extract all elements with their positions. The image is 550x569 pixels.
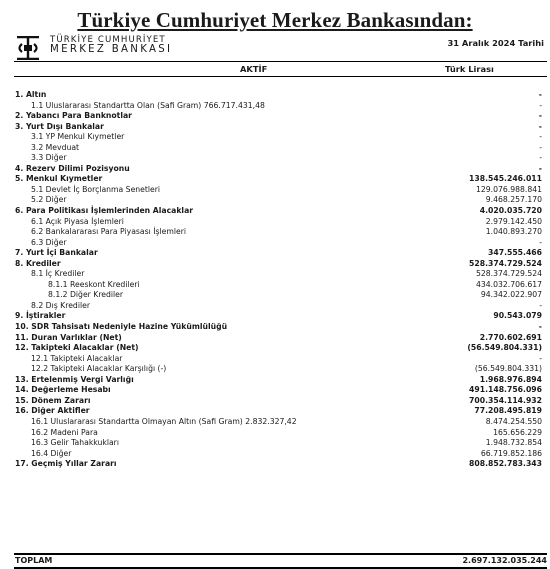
row-label: 17. Geçmiş Yıllar Zararı	[15, 459, 117, 469]
bank-name	[50, 35, 172, 55]
bank-name-line1: TÜRKİYE CUMHURİYET	[50, 35, 166, 45]
row-value: 700.354.114.932	[469, 395, 542, 405]
column-header-currency: Türk Lirası	[445, 64, 494, 74]
row-label: 1. Altın	[15, 90, 47, 99]
table-row	[0, 385, 550, 396]
table-row	[0, 217, 550, 228]
row-value: 808.852.783.343	[469, 459, 542, 469]
row-value: -	[539, 132, 542, 142]
row-label: 16. Diğer Aktifler	[15, 406, 90, 416]
table-row	[0, 449, 550, 460]
table-row	[0, 375, 550, 386]
row-value: 528.374.729.524	[469, 258, 542, 268]
table-row	[0, 428, 550, 439]
row-value: 491.148.756.096	[469, 385, 542, 395]
row-value: 138.545.246.011	[469, 174, 542, 184]
table-row	[0, 101, 550, 112]
table-row	[0, 343, 550, 354]
row-value: 77.208.495.819	[474, 406, 542, 416]
row-label: 8.1 İç Krediler	[31, 269, 85, 279]
row-value: 94.342.022.907	[480, 290, 542, 300]
row-label: 15. Dönem Zararı	[15, 395, 91, 405]
row-value: 129.076.988.841	[475, 184, 542, 194]
row-value: -	[539, 100, 542, 110]
row-value: -	[538, 322, 542, 332]
row-label: 14. Değerleme Hesabı	[15, 385, 111, 395]
report-date: 31 Aralık 2024 Tarihi	[447, 38, 544, 48]
table-row	[0, 143, 550, 154]
row-label: 6.2 Bankalararası Para Piyasası İşlemleri	[31, 227, 186, 237]
row-label: 5.1 Devlet İç Borçlanma Senetleri	[31, 184, 161, 194]
row-label: 8.1.1 Reeskont Kredileri	[48, 279, 140, 289]
row-label: 13. Ertelenmiş Vergi Varlığı	[15, 374, 134, 384]
row-value: -	[538, 90, 542, 99]
total-row	[14, 553, 547, 569]
row-value: -	[538, 121, 542, 131]
table-row	[0, 238, 550, 249]
table-row	[0, 206, 550, 217]
row-label: 7. Yurt İçi Bankalar	[15, 248, 98, 258]
table-row	[0, 301, 550, 312]
row-value: -	[539, 300, 542, 310]
row-value: 347.555.466	[488, 248, 542, 258]
row-value: 2.979.142.450	[485, 216, 542, 226]
row-label: 6.1 Açık Piyasa İşlemleri	[31, 216, 124, 226]
row-label: 2. Yabancı Para Banknotlar	[15, 111, 132, 121]
header-rule-bottom	[14, 76, 547, 77]
row-label: 1.1 Uluslararası Standartta Olan (Safi Gram) 766.717.431,48	[31, 100, 265, 110]
table-row	[0, 227, 550, 238]
header-rule-top	[14, 61, 547, 62]
row-value: (56.549.804.331)	[474, 364, 542, 374]
row-value: 2.770.602.691	[479, 332, 542, 342]
row-label: 5.2 Diğer	[31, 195, 67, 205]
table-row	[0, 406, 550, 417]
row-label: 3. Yurt Dışı Bankalar	[15, 121, 104, 131]
row-value: (56.549.804.331)	[467, 343, 542, 353]
row-value: 165.656.229	[493, 427, 542, 437]
total-value: 2.697.132.035.244	[462, 556, 547, 565]
row-label: 8. Krediler	[15, 258, 61, 268]
table-row	[0, 311, 550, 322]
row-value: 1.040.893.270	[485, 227, 542, 237]
row-value: -	[539, 353, 542, 363]
table-row	[0, 259, 550, 270]
row-value: -	[538, 163, 542, 173]
row-value: 9.468.257.170	[485, 195, 542, 205]
table-row	[0, 90, 550, 101]
row-label: 8.1.2 Diğer Krediler	[48, 290, 124, 300]
row-label: 12. Takipteki Alacaklar (Net)	[15, 343, 139, 353]
row-label: 10. SDR Tahsisatı Nedeniyle Hazine Yükümlülüğü	[15, 322, 228, 332]
row-value: 1.948.732.854	[485, 438, 542, 448]
table-row	[0, 333, 550, 344]
table-row	[0, 280, 550, 291]
table-row	[0, 111, 550, 122]
bank-name-line2: MERKEZ BANKASI	[50, 44, 173, 55]
table-row	[0, 459, 550, 470]
row-label: 3.3 Diğer	[31, 153, 67, 163]
row-label: 16.3 Gelir Tahakkukları	[31, 438, 119, 448]
table-row	[0, 417, 550, 428]
balance-sheet-rows	[0, 90, 550, 470]
row-value: 528.374.729.524	[475, 269, 542, 279]
row-label: 16.2 Madeni Para	[31, 427, 98, 437]
table-row	[0, 174, 550, 185]
table-row	[0, 132, 550, 143]
row-label: 3.1 YP Menkul Kıymetler	[31, 132, 125, 142]
row-label: 12.1 Takipteki Alacaklar	[31, 353, 123, 363]
table-row	[0, 122, 550, 133]
row-label: 12.2 Takipteki Alacaklar Karşılığı (-)	[31, 364, 167, 374]
table-row	[0, 290, 550, 301]
row-label: 9. İştirakler	[15, 311, 66, 321]
table-row	[0, 248, 550, 259]
column-header-aktif: AKTİF	[240, 64, 268, 74]
row-value: -	[539, 142, 542, 152]
table-row	[0, 195, 550, 206]
row-label: 3.2 Mevduat	[31, 142, 80, 152]
total-label: TOPLAM	[15, 556, 53, 565]
row-value: 8.474.254.550	[485, 416, 542, 426]
table-row	[0, 396, 550, 407]
table-row	[0, 364, 550, 375]
row-value: 1.968.976.894	[479, 374, 542, 384]
table-row	[0, 185, 550, 196]
table-row	[0, 322, 550, 333]
row-label: 16.1 Uluslararası Standartta Olmayan Altın (Safi Gram) 2.832.327,42	[31, 416, 297, 426]
row-value: 434.032.706.617	[475, 279, 542, 289]
row-label: 6. Para Politikası İşlemlerinden Alacaklar	[15, 206, 194, 216]
row-value: -	[539, 237, 542, 247]
document-heading: Türkiye Cumhuriyet Merkez Bankasından:	[77, 8, 473, 32]
row-value: 4.020.035.720	[479, 206, 542, 216]
row-label: 4. Rezerv Dilimi Pozisyonu	[15, 163, 130, 173]
row-label: 6.3 Diğer	[31, 237, 67, 247]
table-row	[0, 153, 550, 164]
table-row	[0, 269, 550, 280]
row-label: 11. Duran Varlıklar (Net)	[15, 332, 122, 342]
row-value: -	[538, 111, 542, 121]
row-value: 66.719.852.186	[480, 448, 542, 458]
table-row	[0, 438, 550, 449]
row-label: 16.4 Diğer	[31, 448, 72, 458]
row-label: 8.2 Dış Krediler	[31, 300, 90, 310]
row-value: 90.543.079	[493, 311, 542, 321]
row-label: 5. Menkul Kıymetler	[15, 174, 103, 184]
table-row	[0, 164, 550, 175]
table-row	[0, 354, 550, 365]
tcmb-logo-icon	[14, 36, 42, 60]
row-value: -	[539, 153, 542, 163]
